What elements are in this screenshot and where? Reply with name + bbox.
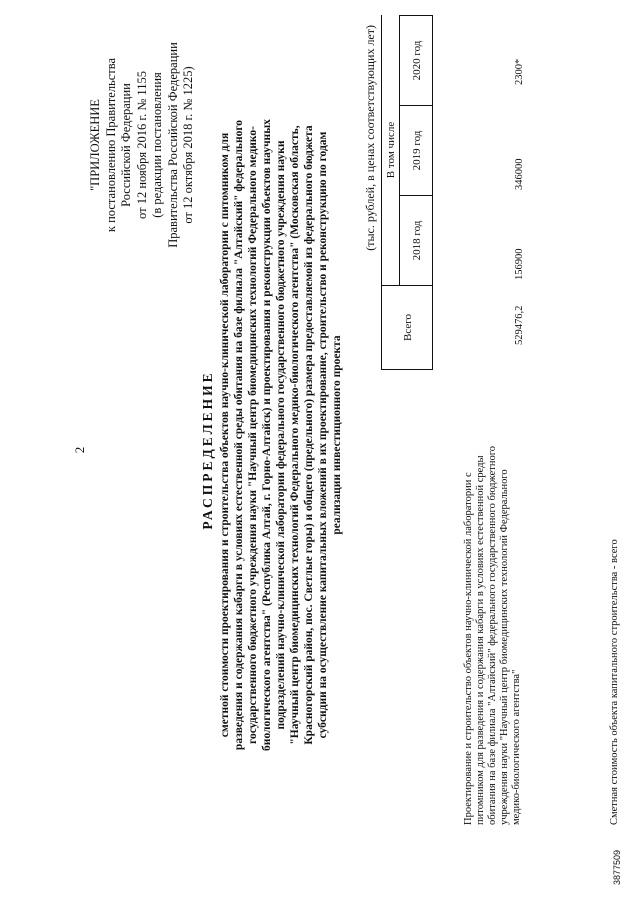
intro-line: "Научный центр биомедицинских технологий Федерального медико-биологического агентства" (Московская область, bbox=[289, 125, 301, 745]
header-year-2018: 2018 год bbox=[400, 195, 433, 285]
page-number: 2 bbox=[72, 446, 87, 454]
row-line: медико-биологического агентства" bbox=[511, 669, 522, 825]
header-year-2020: 2020 год bbox=[400, 15, 433, 105]
row-line: питомником для разведения и содержания кабарги в условиях естественной среды bbox=[475, 455, 486, 825]
appendix-line: Правительства Российской Федерации bbox=[165, 42, 180, 248]
intro-line: реализации инвестиционного проекта bbox=[331, 335, 343, 535]
appendix-line: "ПРИЛОЖЕНИЕ bbox=[88, 99, 102, 191]
appendix-line: Российской Федерации bbox=[119, 83, 133, 207]
intro-line: подразделений научно-клинической лаборатории федерального государственного бюджетного учреждения науки bbox=[275, 140, 287, 730]
intro-line: государственного бюджетного учреждения науки "Научный центр биомедицинских технологий Федерального медико- bbox=[247, 126, 259, 744]
document-heading: РАСПРЕДЕЛЕНИЕ bbox=[200, 370, 215, 530]
header-year-2019: 2019 год bbox=[400, 105, 433, 195]
distribution-table bbox=[381, 15, 620, 825]
appendix-line: к постановлению Правительства bbox=[103, 57, 118, 233]
units-note: (тыс. рублей, в ценах соответствующих лет) bbox=[363, 25, 377, 251]
row-line: Сметная стоимость объекта капитального строительства - всего bbox=[609, 539, 620, 825]
appendix-line: от 12 октября 2018 г. № 1225) bbox=[181, 66, 195, 224]
intro-line: субсидии на осуществление капитальных вложений в их проектирование, строительство и реконструкцию по годам bbox=[317, 131, 329, 739]
header-total: Всего bbox=[382, 285, 433, 370]
appendix-line: от 12 ноября 2016 г. № 1155 bbox=[134, 71, 149, 219]
intro-line: разведения и содержания кабарги в условиях естественной среды обитания на базе филиала "Алтайский" федерального bbox=[233, 119, 245, 751]
cell-total: 529476,2 bbox=[514, 305, 525, 345]
cell-2019: 346000 bbox=[514, 158, 525, 190]
header-group: В том числе bbox=[382, 15, 400, 285]
intro-line: Красногорский район, пос. Светлые горы) и общего (предельного) размера предоставляемой из федерального бюджета bbox=[303, 125, 315, 745]
intro-text bbox=[218, 95, 344, 775]
row-description bbox=[463, 395, 523, 825]
appendix-block bbox=[88, 25, 197, 265]
cell-2018: 156900 bbox=[514, 248, 525, 280]
document-stamp-number: 3877509 bbox=[612, 849, 622, 885]
table-row bbox=[441, 15, 537, 825]
row-line: учреждения науки "Научный центр биомедицинских технологий Федерального bbox=[499, 469, 510, 825]
appendix-line: (в редакции постановления bbox=[150, 72, 164, 218]
intro-line: сметной стоимости проектирования и строительства объектов научно-клинической лаборатории с питомником для bbox=[219, 132, 231, 738]
row-line: обитания на базе филиала "Алтайский" федерального государственного бюджетного bbox=[487, 445, 498, 825]
row-line: Проектирование и строительство объектов научно-клинической лаборатории с bbox=[463, 472, 474, 825]
intro-line: биологического агентства" (Республика Алтай, г. Горно-Алтайск) и проектирования и реконструкции объектов научных bbox=[261, 119, 273, 751]
cell-2020: 2300* bbox=[514, 58, 525, 85]
row-description bbox=[609, 395, 621, 825]
table-header bbox=[381, 15, 433, 370]
